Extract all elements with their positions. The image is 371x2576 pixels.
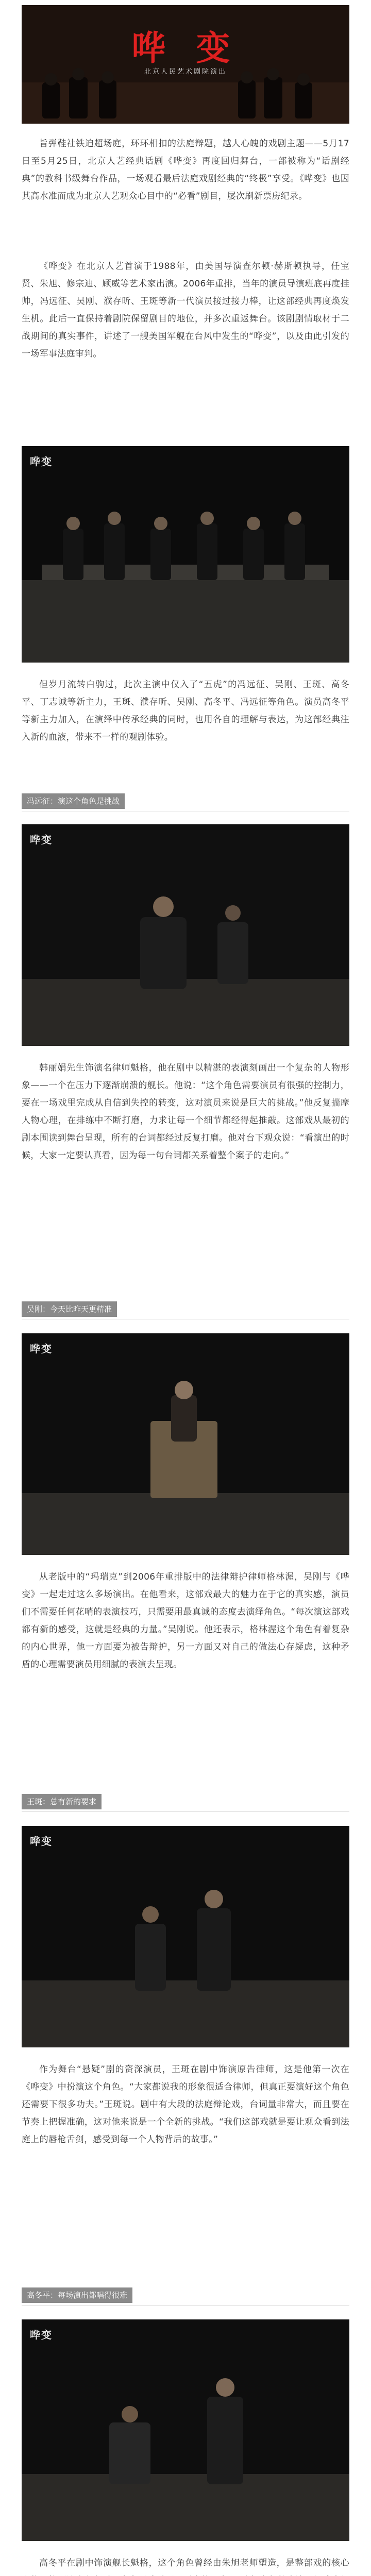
subhead-1 [22,793,349,811]
subhead-2-label: 吴刚：今天比昨天更精准 [22,1301,117,1317]
photo-logo: 哗变 [30,455,53,468]
subhead-2 [22,1301,349,1319]
paragraph-3: 但岁月流转白驹过，此次主演中仅入了“五虎”的冯远征、吴刚、王斑、高冬平、丁志诚等新主力，王斑、濮存昕、吴刚、高冬平、冯远征等角色。演员高冬平等新主力加入，在演绎中传承经典的同时，也用各自的理解与表达，为这部经典注入新的血液，带来不一样的观剧体验。 [22,680,349,742]
subhead-3-label: 王斑：总有新的要求 [22,1794,102,1809]
paragraph-2: 《哗变》在北京人艺首演于1988年，由美国导演查尔顿·赫斯顿执导，任宝贤、朱旭、修宗迪、顾威等艺术家出演。2006年重排，当年的演员导演班底再度挂帅，冯远征、吴刚、濮存昕、王斑等新一代演员接过接力棒，让这部经典再度焕发生机。此后一直保持着剧院保留剧目的地位，并多次重返舞台。该剧剧情取材于二战期间的真实事件，讲述了一艘美国军舰在台风中发生的“哗变”，以及由此引发的一场军事法庭审判。 [22,261,349,359]
photo-logo-2: 哗变 [30,834,53,846]
poster-title: 哗 变 [131,28,240,68]
paragraph-5: 从老版中的“玛瑞克”到2006年重排版中的法律辩护律师格林渥，吴刚与《哗变》一起走过这么多场演出。在他看来，这部戏最大的魅力在于它的真实感，演员们不需要任何花哨的表演技巧，只需要用最真诚的态度去演绎角色。“每次演这部戏都有新的感受，这就是经典的力量。”吴刚说。他还表示，格林渥这个角色有着复杂的内心世界，他一方面要为被告辩护，另一方面又对自己的做法心存疑虑，这种矛盾的心理需要演员用细腻的表演去呈现。 [22,1572,349,1670]
poster-subtitle: 北京人民艺术剧院演出 [144,68,227,76]
stage-graphic-wang [22,1826,349,2047]
stage-photo-wang [22,1826,349,2047]
subhead-4-label: 高冬平：每场演出都唱得很难 [22,2287,132,2303]
paragraph-1: 旨弹鞋社铁迫超场庭，环环相扣的法庭辩题，越人心魄的戏剧主题——5月17日至5月25日，北京人艺经典话剧《哗变》再度回归舞台，一部被称为“话剧经典”的教科书级舞台作品，一场观看最后法庭戏剧经典的“终极”享受。《哗变》也因其高水准而成为北京人艺观众心目中的“必看”剧目，屡次刷新票房纪录。 [22,139,349,201]
subhead-3 [22,1794,349,1812]
stage-graphic-feng [22,824,349,1046]
poster-image [22,5,349,124]
stage-graphic-ensemble [22,446,349,663]
subhead-4 [22,2287,349,2306]
stage-graphic-gao [22,2319,349,2541]
photo-logo-5: 哗变 [30,2329,53,2341]
photo-logo-4: 哗变 [30,1835,53,1848]
stage-photo-gao [22,2319,349,2541]
paragraph-7: 高冬平在剧中饰演舰长魁格，这个角色曾经由朱旭老师塑造，是整部戏的核心 [39,2558,349,2568]
stage-photo-ensemble [22,446,349,663]
stage-graphic-wu [22,1333,349,1555]
paragraph-4: 韩丽娟先生饰演名律师魁格，他在剧中以精湛的表演刻画出一个复杂的人物形象——一个在压力下逐渐崩溃的舰长。他说：“这个角色需要演员有很强的控制力，要在一场戏里完成从自信到失控的转变，这对演员来说是巨大的挑战。”他反复揣摩人物心理，在排练中不断打磨，力求让每一个细节都经得起推敲。这部戏从最初的剧本围读到舞台呈现，所有的台词都经过反复打磨。他对台下观众说：“看演出的时候，大家一定要认真看，因为每一句台词都关系着整个案子的走向。” [22,1063,349,1161]
stage-photo-feng [22,824,349,1046]
photo-logo-3: 哗变 [30,1343,53,1355]
subhead-1-label: 冯远征：演这个角色是挑战 [22,793,125,809]
stage-photo-wu [22,1333,349,1555]
paragraph-6: 作为舞台“悬疑”剧的资深演员，王斑在剧中饰演原告律师，这是他第一次在《哗变》中扮演这个角色。“大家都说我的形象很适合律师，但真正要演好这个角色还需要下很多功夫。”王斑说。剧中有大段的法庭辩论戏，台词量非常大，而且要在节奏上把握准确，这对他来说是一个全新的挑战。“我们这部戏就是要让观众看到法庭上的唇枪舌剑，感受到每一个人物背后的故事。” [22,2064,349,2145]
